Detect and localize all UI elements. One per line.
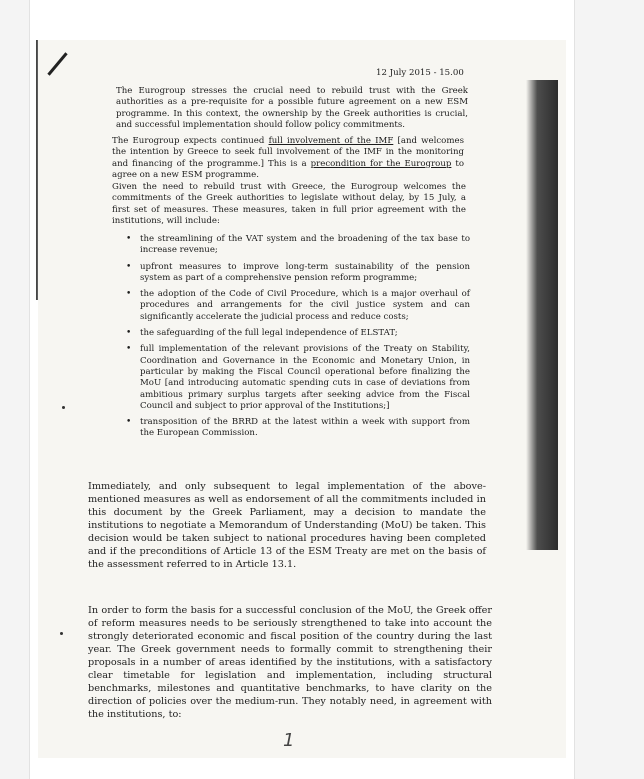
page-number: 1 [283,730,295,751]
measure-item: • transposition of the BRRD at the latest within a week with support from the European Commission. [140,417,470,440]
document-date: 12 July 2015 - 15.00 [376,68,464,78]
paragraph-imf-part1: The Eurogroup expects continued [112,136,269,146]
measures-list-container [140,234,470,445]
measure-item: • the adoption of the Code of Civil Procedure, which is a major overhaul of procedures and arrangements for the civil justice system and can significantly accelerate the judicial process and reduce costs; [140,289,470,323]
scan-dot [62,406,65,409]
paragraph-imf-part3: to agree on a new ESM programme. [112,158,464,180]
paragraph-imf-underline1: full involvement of the IMF [268,136,394,146]
paragraph-mou-mandate: Immediately, and only subsequent to legal implementation of the above-mentioned measures as well as endorsement of all the commitments included in this document by the Greek Parliament, may a decision to mandate the institutions to negotiate a Memorandum of Understanding (MoU) be taken. This decision would be taken subject to national procedures having been completed and if the preconditions of Article 13 of the ESM Treaty are met on the basis of the assessment referred to in Article 13.1. [88,481,486,570]
paragraph-imf-part2: [and welcomes the intention by Greece to seek full involvement of the IMF in the monitoring and financing of the programme.] This is a [112,136,465,169]
measure-item: • the streamlining of the VAT system and the broadening of the tax base to increase revenue; [140,234,470,257]
measure-item: • upfront measures to improve long-term sustainability of the pension system as part of a comprehensive pension reform programme; [140,262,470,285]
paragraph-imf [112,136,464,181]
paragraph-reform-offer: In order to form the basis for a successful conclusion of the MoU, the Greek offer of reform measures needs to be seriously strengthened to take into account the strongly deteriorated economic and fiscal position of the country during the last year. The Greek government needs to formally commit to strengthening their proposals in a number of areas identified by the institutions, with a satisfactory clear timetable for legislation and implementation, including structural benchmarks, milestones and quantitative benchmarks, to have clarity on the direction of policies over the medium-run. They notably need, in agreement with the institutions, to: [88,605,492,720]
measure-item: • the safeguarding of the full legal independence of ELSTAT; [140,328,470,339]
paragraph-measures-intro: Given the need to rebuild trust with Greece, the Eurogroup welcomes the commitments of the Greek authorities to legislate without delay, by 15 July, a first set of measures. These measures, taken in full prior agreement with the institutions, will include: [112,182,466,226]
scan-shadow-right [526,80,558,550]
document-page [38,40,566,758]
measures-list [140,234,470,440]
scan-dot [60,632,63,635]
paragraph-trust: The Eurogroup stresses the crucial need to rebuild trust with the Greek authorities as a pre-requisite for a possible future agreement on a new ESM programme. In this context, the ownership by the Greek authorities is crucial, and successful implementation should follow policy commitments. [116,86,468,130]
pen-mark-icon [47,52,67,75]
measure-item: • full implementation of the relevant provisions of the Treaty on Stability, Coordination and Governance in the Economic and Monetary Union, in particular by making the Fiscal Council operational before finalizing the MoU [and introducing automatic spending cuts in case of deviations from ambitious primary surplus targets after seeking advice from the Fiscal Council and subject to prior approval of the Institutions;] [140,344,470,412]
paragraph-imf-underline2: precondition for the Eurogroup [310,158,452,169]
